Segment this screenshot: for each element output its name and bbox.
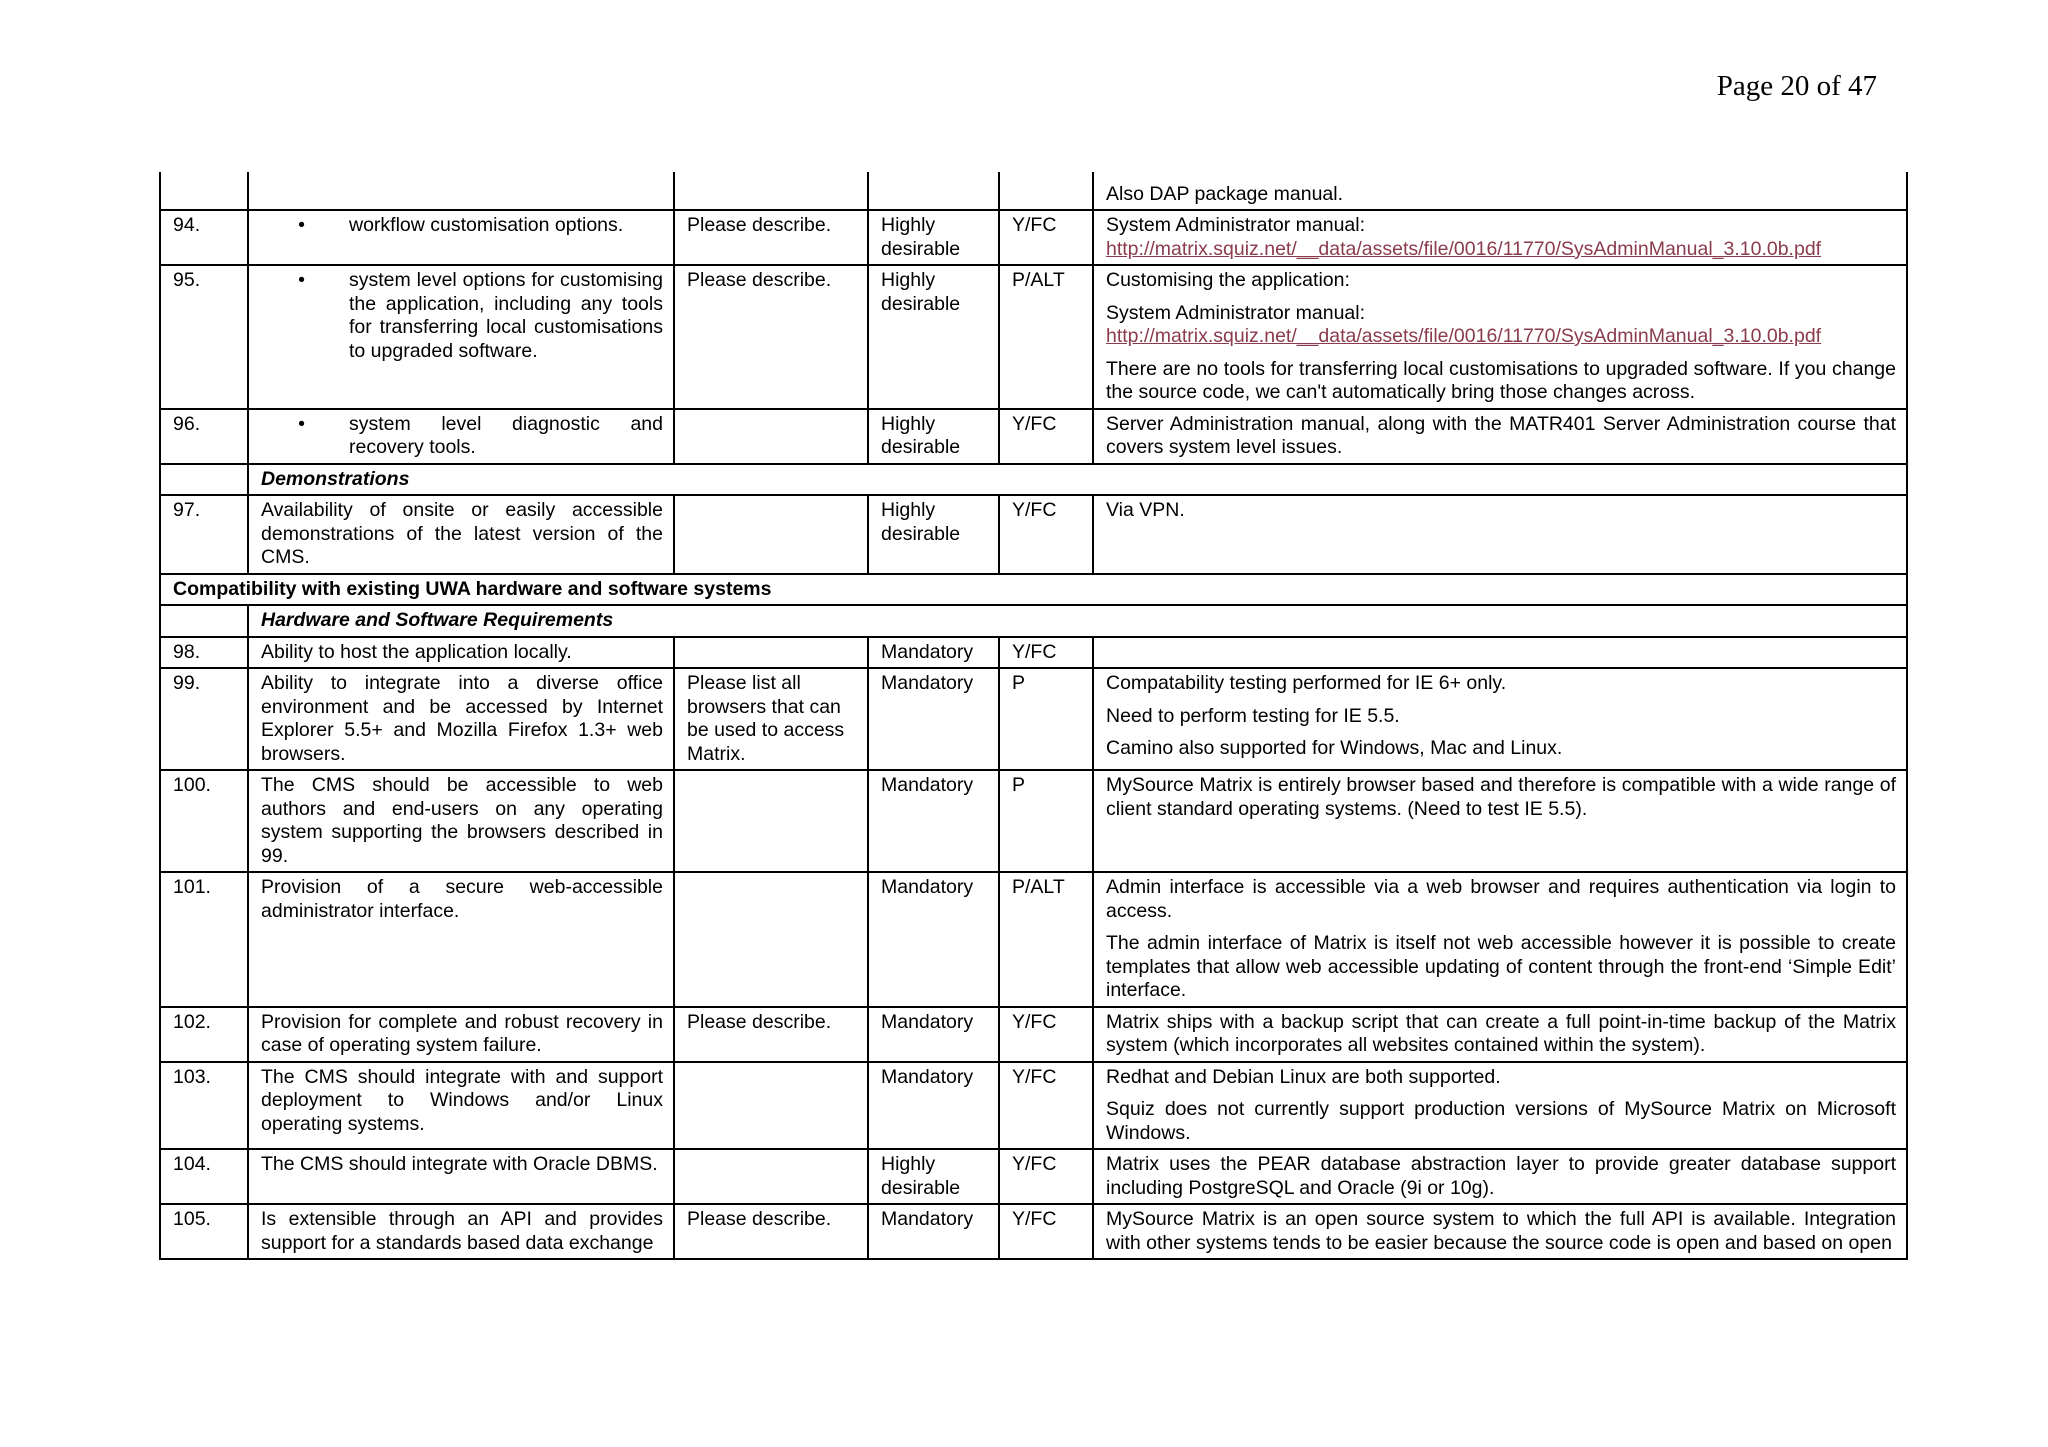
table-row: [160, 668, 1907, 770]
compliance-text: P/ALT: [1012, 876, 1065, 898]
response-paragraph: [1106, 705, 1896, 729]
requirement-cell: [248, 409, 674, 464]
priority-cell: [868, 668, 999, 770]
response-paragraph: [1106, 358, 1896, 405]
number-cell: [160, 1007, 248, 1062]
number-cell: [160, 872, 248, 1007]
table-row: [160, 637, 1907, 669]
requirement-text: Availability of onsite or easily accessible demonstrations of the latest version of the CMS.: [261, 499, 663, 568]
compliance-text: Y/FC: [1012, 640, 1057, 663]
priority-cell: [868, 637, 999, 669]
priority-cell: [868, 1204, 999, 1259]
requirement-cell: [248, 637, 674, 669]
compliance-cell: [999, 872, 1093, 1007]
requirement-cell: [248, 668, 674, 770]
priority-cell: [868, 495, 999, 574]
requirement-text: Provision of a secure web-accessible administrator interface.: [261, 876, 663, 922]
response-cell: [1093, 495, 1907, 574]
priority-text: Mandatory: [881, 774, 974, 796]
compliance-cell: [999, 495, 1093, 574]
response-text: Camino also supported for Windows, Mac and Linux.: [1106, 737, 1563, 759]
response-cell: [1093, 1204, 1907, 1259]
table-row: [160, 1062, 1907, 1150]
instruction-cell: [674, 409, 868, 464]
response-text: System Administrator manual:: [1106, 214, 1366, 236]
number-cell: [160, 265, 248, 409]
compliance-cell: [999, 409, 1093, 464]
instruction-cell: [674, 265, 868, 409]
compliance-text: Y/FC: [1012, 1153, 1057, 1175]
response-text: Server Administration manual, along with the MATR401 Server Administration course that covers system level issues.: [1106, 412, 1896, 458]
priority-text: Mandatory: [881, 876, 974, 898]
manual-link[interactable]: http://matrix.squiz.net/__data/assets/file/0016/11770/SysAdminManual_3.10.0b.pdf: [1106, 237, 1822, 260]
number-cell: [160, 1062, 248, 1150]
response-cell: [1093, 770, 1907, 872]
priority-text: Highly desirable: [881, 269, 961, 315]
compliance-cell: [999, 172, 1093, 210]
instruction-cell: [674, 668, 868, 770]
requirement-text: Provision for complete and robust recovery in case of operating system failure.: [261, 1010, 663, 1056]
compliance-cell: [999, 1149, 1093, 1204]
instruction-text: Please describe.: [687, 1208, 832, 1230]
table-row: [160, 265, 1907, 409]
compliance-text: P: [1012, 774, 1026, 796]
subheading-hardware-software: Hardware and Software Requirements: [248, 605, 1907, 637]
bullet-item: [261, 269, 663, 363]
priority-text: Mandatory: [881, 1010, 974, 1033]
requirement-cell: [248, 872, 674, 1007]
compliance-cell: [999, 637, 1093, 669]
section-row: [160, 574, 1907, 606]
response-cell: [1093, 265, 1907, 409]
response-paragraph: [1106, 413, 1896, 460]
row-number: 105.: [173, 1208, 211, 1230]
table-row: [160, 1149, 1907, 1204]
response-text: Squiz does not currently support production versions of MySource Matrix on Microsoft Windows.: [1106, 1098, 1896, 1144]
response-cell: [1093, 409, 1907, 464]
row-number: 94.: [173, 214, 201, 236]
table-row: [160, 210, 1907, 265]
response-text: The admin interface of Matrix is itself not web accessible however it is possible to create templates that allow web accessible updating of content through the front-end ‘Simple Edit’ interface.: [1106, 932, 1896, 1001]
row-number: 103.: [173, 1065, 211, 1088]
row-number: 101.: [173, 876, 211, 898]
response-cell: [1093, 210, 1907, 265]
compliance-cell: [999, 770, 1093, 872]
bullet-icon: •: [298, 214, 305, 236]
compliance-cell: [999, 668, 1093, 770]
compliance-text: Y/FC: [1012, 412, 1057, 435]
instruction-cell: [674, 1204, 868, 1259]
page-number: Page 20 of 47: [1716, 70, 1877, 102]
response-text: Matrix ships with a backup script that can create a full point-in-time backup of the Matrix system (which incorporates all websites contained within the system).: [1106, 1010, 1896, 1056]
requirement-text: workflow customisation options.: [349, 214, 624, 236]
response-paragraph: [1106, 774, 1896, 821]
priority-text: Highly desirable: [881, 499, 961, 545]
priority-text: Highly desirable: [881, 412, 961, 458]
table-row: [160, 1007, 1907, 1062]
response-paragraph: [1106, 876, 1896, 923]
priority-cell: [868, 409, 999, 464]
priority-text: Highly desirable: [881, 214, 961, 260]
priority-text: Mandatory: [881, 1065, 974, 1088]
row-number: 96.: [173, 412, 201, 435]
number-cell: [160, 1204, 248, 1259]
response-paragraph: [1106, 737, 1896, 761]
response-cell: [1093, 1062, 1907, 1150]
requirement-cell: [248, 1007, 674, 1062]
requirement-text: The CMS should be accessible to web authors and end-users on any operating system supporting the browsers described in 99.: [261, 774, 663, 867]
number-cell: [160, 605, 248, 637]
requirement-text: Ability to host the application locally.: [261, 640, 572, 663]
response-paragraph: [1106, 214, 1896, 261]
response-paragraph: [1106, 1153, 1896, 1200]
continuation-row: [160, 172, 1907, 210]
requirement-cell: [248, 172, 674, 210]
table-row: [160, 409, 1907, 464]
compliance-cell: [999, 1062, 1093, 1150]
number-cell: [160, 409, 248, 464]
subheading-demonstrations-row: [160, 464, 1907, 496]
compliance-cell: [999, 265, 1093, 409]
requirement-text: Is extensible through an API and provides support for a standards based data exchange: [261, 1208, 663, 1254]
requirement-cell: [248, 495, 674, 574]
response-paragraph: [1106, 1098, 1896, 1145]
requirement-text: The CMS should integrate with Oracle DBMS.: [261, 1153, 658, 1175]
table-row: [160, 1204, 1907, 1259]
response-paragraph: [1106, 932, 1896, 1003]
response-paragraph: [1106, 672, 1896, 696]
compliance-cell: [999, 1007, 1093, 1062]
requirement-cell: [248, 1149, 674, 1204]
requirement-cell: [248, 1062, 674, 1150]
number-cell: [160, 464, 248, 496]
requirement-cell: [248, 1204, 674, 1259]
response-text: There are no tools for transferring local customisations to upgraded software. If you change the source code, we can't automatically bring those changes across.: [1106, 357, 1896, 403]
row-number: 95.: [173, 269, 201, 291]
priority-cell: [868, 265, 999, 409]
priority-cell: [868, 210, 999, 265]
subheading-hardware-software-row: [160, 605, 1907, 637]
response-paragraph: [1106, 1066, 1896, 1090]
bullet-icon: •: [298, 412, 305, 435]
instruction-cell: [674, 1007, 868, 1062]
compliance-cell: [999, 1204, 1093, 1259]
requirement-text: The CMS should integrate with and support deployment to Windows and/or Linux operating systems.: [261, 1065, 663, 1135]
response-cell: [1093, 1007, 1907, 1062]
response-text: Admin interface is accessible via a web browser and requires authentication via login to access.: [1106, 876, 1896, 922]
row-number: 102.: [173, 1010, 211, 1033]
table-row: [160, 872, 1907, 1007]
bullet-item: [261, 214, 663, 238]
priority-cell: [868, 1062, 999, 1150]
bullet-icon: •: [298, 269, 305, 291]
priority-text: Highly desirable: [881, 1153, 961, 1199]
number-cell: [160, 210, 248, 265]
number-cell: [160, 668, 248, 770]
compliance-text: Y/FC: [1012, 1065, 1057, 1088]
requirement-text: system level options for customising the application, including any tools for transferring local customisations to upgraded software.: [349, 269, 663, 362]
priority-text: Mandatory: [881, 1208, 974, 1230]
requirement-cell: [248, 210, 674, 265]
response-text: Redhat and Debian Linux are both supported.: [1106, 1065, 1501, 1088]
number-cell: [160, 495, 248, 574]
response-text: Also DAP package manual.: [1106, 182, 1344, 205]
priority-text: Mandatory: [881, 640, 974, 663]
instruction-cell: [674, 1149, 868, 1204]
compliance-cell: [999, 210, 1093, 265]
priority-cell: [868, 770, 999, 872]
compliance-text: Y/FC: [1012, 214, 1057, 236]
instruction-text: Please describe.: [687, 1010, 832, 1033]
row-number: 99.: [173, 672, 201, 694]
section-heading-compatibility: Compatibility with existing UWA hardware and software systems: [160, 574, 1907, 606]
response-cell: [1093, 668, 1907, 770]
instruction-text: Please describe.: [687, 269, 832, 291]
number-cell: [160, 172, 248, 210]
instruction-cell: [674, 172, 868, 210]
response-cell: [1093, 1149, 1907, 1204]
response-text: MySource Matrix is entirely browser based and therefore is compatible with a wide range of client standard operating systems. (Need to test IE 5.5).: [1106, 774, 1896, 820]
response-text: Customising the application:: [1106, 269, 1350, 291]
response-text: Matrix uses the PEAR database abstraction layer to provide greater database support including PostgreSQL and Oracle (9i or 10g).: [1106, 1153, 1896, 1199]
table-row: [160, 495, 1907, 574]
compliance-text: Y/FC: [1012, 499, 1057, 521]
response-paragraph: [1106, 499, 1896, 523]
instruction-text: Please list all browsers that can be used to access Matrix.: [687, 672, 845, 765]
compliance-text: Y/FC: [1012, 1010, 1057, 1033]
response-text: Via VPN.: [1106, 499, 1185, 521]
number-cell: [160, 1149, 248, 1204]
requirements-table: [159, 172, 1908, 1260]
response-cell: [1093, 172, 1907, 210]
row-number: 98.: [173, 640, 201, 663]
priority-text: Mandatory: [881, 672, 974, 694]
row-number: 97.: [173, 499, 201, 521]
instruction-text: Please describe.: [687, 214, 832, 236]
response-text: System Administrator manual:: [1106, 301, 1366, 324]
instruction-cell: [674, 1062, 868, 1150]
table-row: [160, 770, 1907, 872]
response-cell: [1093, 872, 1907, 1007]
number-cell: [160, 637, 248, 669]
row-number: 100.: [173, 774, 211, 796]
instruction-cell: [674, 872, 868, 1007]
compliance-text: Y/FC: [1012, 1208, 1057, 1230]
priority-cell: [868, 1149, 999, 1204]
requirement-text: system level diagnostic and recovery tools.: [349, 412, 663, 458]
priority-cell: [868, 172, 999, 210]
response-cell: [1093, 637, 1907, 669]
response-text: Need to perform testing for IE 5.5.: [1106, 704, 1400, 727]
compliance-text: P: [1012, 672, 1026, 694]
instruction-cell: [674, 770, 868, 872]
row-number: 104.: [173, 1153, 211, 1175]
response-paragraph: [1106, 302, 1896, 349]
instruction-cell: [674, 210, 868, 265]
response-text: Compatability testing performed for IE 6+ only.: [1106, 672, 1507, 694]
bullet-item: [261, 413, 663, 460]
instruction-cell: [674, 495, 868, 574]
requirement-cell: [248, 770, 674, 872]
compliance-text: P/ALT: [1012, 269, 1065, 291]
response-paragraph: [1106, 1208, 1896, 1255]
response-paragraph: [1106, 1011, 1896, 1058]
instruction-cell: [674, 637, 868, 669]
requirement-cell: [248, 265, 674, 409]
manual-link[interactable]: http://matrix.squiz.net/__data/assets/file/0016/11770/SysAdminManual_3.10.0b.pdf: [1106, 325, 1822, 347]
subheading-demonstrations: Demonstrations: [248, 464, 1907, 496]
response-text: MySource Matrix is an open source system to which the full API is available. Integration with other systems tends to be easier because the source code is open and based on open: [1106, 1208, 1896, 1254]
priority-cell: [868, 872, 999, 1007]
number-cell: [160, 770, 248, 872]
priority-cell: [868, 1007, 999, 1062]
response-paragraph: [1106, 269, 1896, 293]
requirement-text: Ability to integrate into a diverse office environment and be accessed by Internet Explorer 5.5+ and Mozilla Firefox 1.3+ web browsers.: [261, 672, 663, 765]
